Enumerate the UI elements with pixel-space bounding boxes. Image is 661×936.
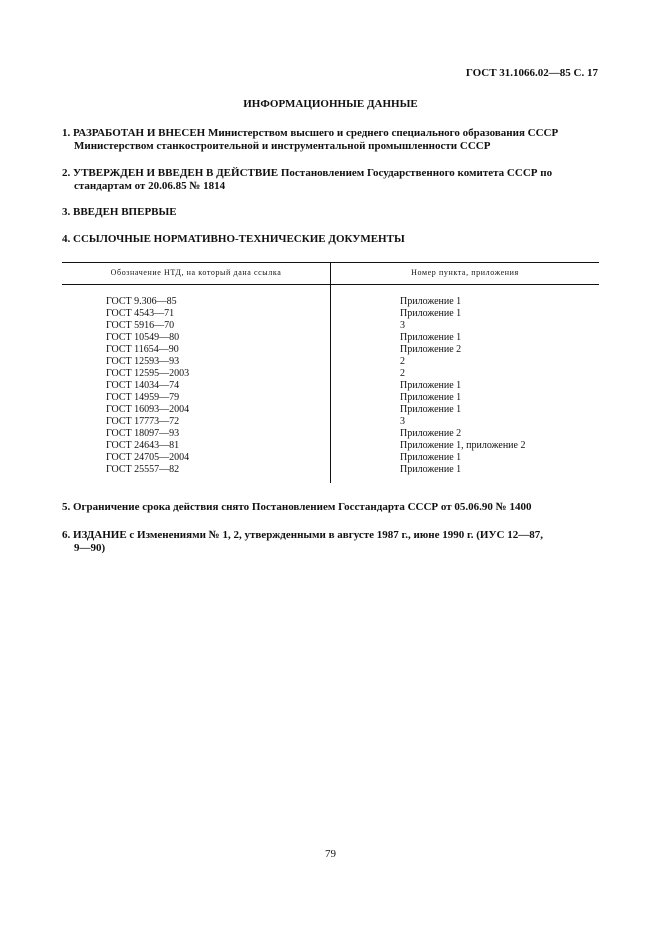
cell-designation: ГОСТ 14959—79 [106,392,180,403]
cell-clause: 3 [400,416,405,427]
cell-clause: Приложение 2 [400,344,462,355]
cell-clause: Приложение 1 [400,380,462,391]
section-references-line1: 4. ССЫЛОЧНЫЕ НОРМАТИВНО-ТЕХНИЧЕСКИЕ ДОКУМЕНТЫ [62,233,405,245]
cell-clause: Приложение 1 [400,332,462,343]
cell-clause: Приложение 1 [400,296,462,307]
cell-designation: ГОСТ 18097—93 [106,428,180,439]
cell-designation: ГОСТ 12593—93 [106,356,180,367]
cell-clause: Приложение 1 [400,404,462,415]
table-row [62,296,599,308]
cell-designation: ГОСТ 9.306—85 [106,296,177,307]
table-row [62,368,599,380]
section-validity [62,501,602,514]
cell-designation: ГОСТ 24705—2004 [106,452,190,463]
cell-designation: ГОСТ 17773—72 [106,416,180,427]
section-references [62,233,602,246]
cell-clause: Приложение 2 [400,428,462,439]
section-approved-line2: стандартам от 20.06.85 № 1814 [74,180,226,192]
cell-designation: ГОСТ 16093—2004 [106,404,190,415]
table-body [62,296,599,476]
cell-designation: ГОСТ 4543—71 [106,308,175,319]
cell-designation: ГОСТ 5916—70 [106,320,175,331]
page-title: ИНФОРМАЦИОННЫЕ ДАННЫЕ [243,98,418,110]
table-row [62,452,599,464]
section-developed-line1: 1. РАЗРАБОТАН И ВНЕСЕН Министерством высшего и среднего специального образования СССР [62,127,559,139]
table-row [62,344,599,356]
document-reference: ГОСТ 31.1066.02—85 С. 17 [465,67,598,79]
section-developed [62,127,602,153]
cell-clause: 2 [400,368,405,379]
section-validity-line1: 5. Ограничение срока действия снято Постановлением Госстандарта СССР от 05.06.90 № 1400 [62,501,532,513]
cell-designation: ГОСТ 24643—81 [106,440,180,451]
table-row [62,308,599,320]
section-approved-line1: 2. УТВЕРЖДЕН И ВВЕДЕН В ДЕЙСТВИЕ Постановлением Государственного комитета СССР по [62,167,553,179]
cell-clause: Приложение 1 [400,308,462,319]
cell-designation: ГОСТ 12595—2003 [106,368,190,379]
section-introduced [62,206,602,219]
section-introduced-line1: 3. ВВЕДЕН ВПЕРВЫЕ [62,206,177,218]
cell-designation: ГОСТ 25557—82 [106,464,180,475]
table-row [62,428,599,440]
section-edition-line1: 6. ИЗДАНИЕ с Изменениями № 1, 2, утвержденными в августе 1987 г., июне 1990 г. (ИУС 12—87, [62,529,543,541]
cell-clause: 2 [400,356,405,367]
table-row [62,320,599,332]
section-edition [62,529,602,555]
cell-designation: ГОСТ 10549—80 [106,332,180,343]
section-edition-line2: 9—90) [74,542,106,554]
cell-designation: ГОСТ 14034—74 [106,380,180,391]
section-approved [62,167,602,193]
table-row [62,392,599,404]
cell-clause: 3 [400,320,405,331]
table-header-clause: Номер пункта, приложения [411,268,519,277]
table-header-designation: Обозначение НТД, на который дана ссылка [110,268,282,277]
table-row [62,464,599,476]
cell-clause: Приложение 1 [400,452,462,463]
section-developed-line2: Министерством станкостроительной и инструментальной промышленности СССР [74,140,491,152]
cell-clause: Приложение 1 [400,464,462,475]
table-row [62,380,599,392]
table-row [62,332,599,344]
table-row [62,416,599,428]
cell-clause: Приложение 1 [400,392,462,403]
reference-table [62,262,599,483]
table-row [62,440,599,452]
page-number: 79 [325,848,336,860]
cell-clause: Приложение 1, приложение 2 [400,440,526,451]
cell-designation: ГОСТ 11654—90 [106,344,179,355]
table-row [62,356,599,368]
table-row [62,404,599,416]
